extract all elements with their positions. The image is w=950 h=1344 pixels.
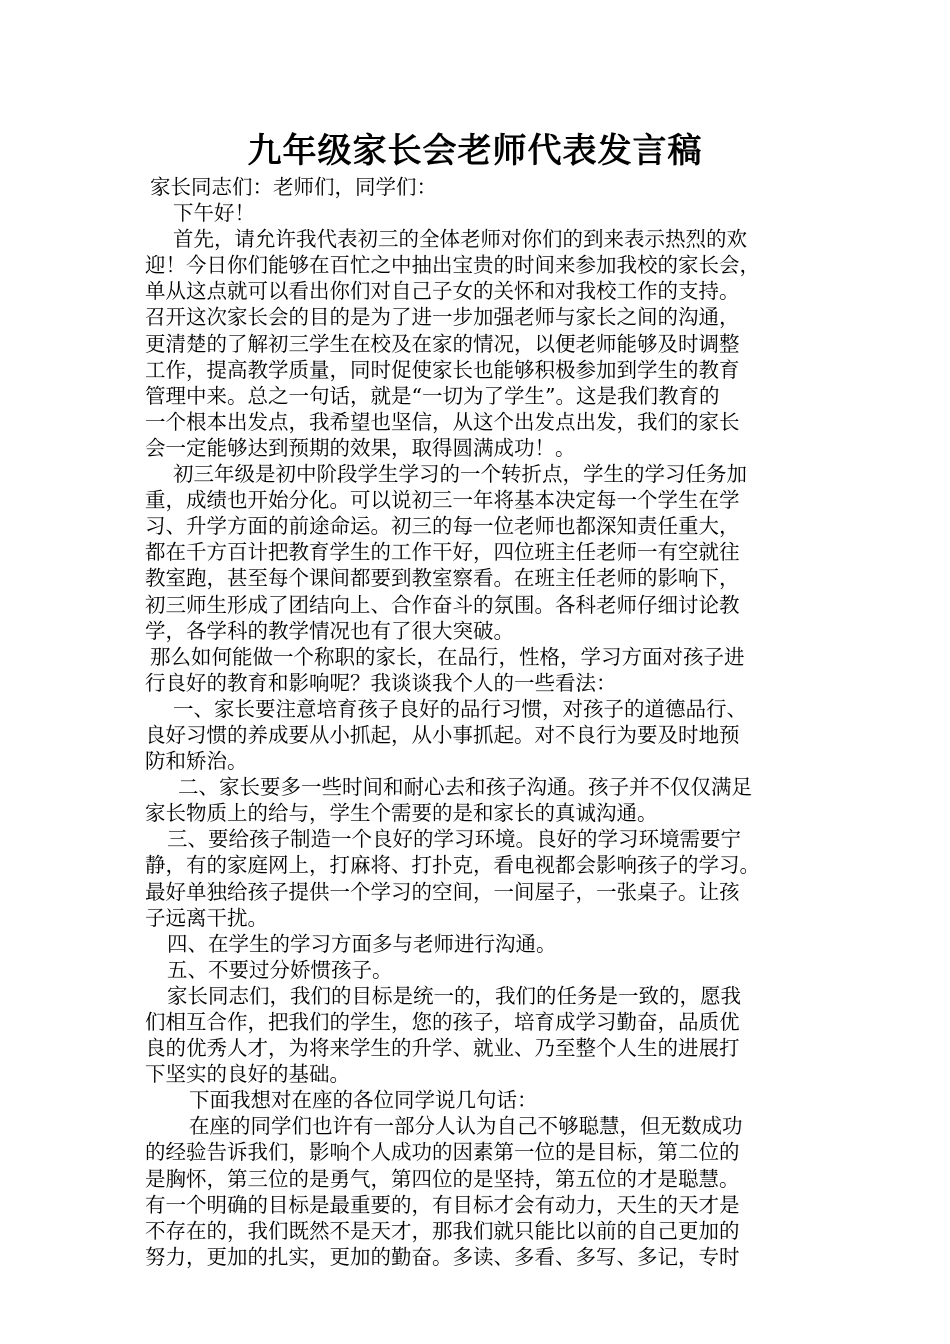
- text-line: 三、要给孩子制造一个良好的学习环境。良好的学习环境需要宁: [167, 827, 741, 852]
- text-line: 防和矫治。: [145, 749, 248, 774]
- text-line: 良好习惯的养成要从小抓起，从小事抓起。对不良行为要及时地预: [145, 722, 740, 747]
- text-line: 单从这点就可以看出你们对自己子女的关怀和对我校工作的支持。: [145, 279, 740, 304]
- text-line: 们相互合作，把我们的学生，您的孩子，培育成学习勤奋，品质优: [145, 1010, 740, 1034]
- text-line: 是胸怀，第三位的是勇气，第四位的是坚持，第五位的才是聪慧。: [145, 1166, 740, 1191]
- text-line: 四、在学生的学习方面多与老师进行沟通。: [167, 931, 557, 956]
- text-line: 初三年级是初中阶段学生学习的一个转折点，学生的学习任务加: [173, 462, 747, 487]
- text-line: 的经验告诉我们，影响个人成功的因素第一位的是目标，第二位的: [145, 1140, 740, 1165]
- text-line: 行良好的教育和影响呢？我谈谈我个人的一些看法：: [145, 670, 617, 695]
- text-line: 首先，请允许我代表初三的全体老师对你们的到来表示热烈的欢: [173, 227, 747, 252]
- text-line: 静，有的家庭网上，打麻将、打扑克，看电视都会影响孩子的学习。: [145, 853, 760, 878]
- text-line: 初三师生形成了团结向上、合作奋斗的氛围。各科老师仔细讨论教: [145, 592, 740, 617]
- text-line: 家长同志们：老师们，同学们：: [150, 175, 437, 199]
- text-line: 子远离干扰。: [145, 905, 268, 930]
- text-line: 工作，提高教学质量，同时促使家长也能够积极参加到学生的教育: [145, 357, 740, 382]
- text-line: 在座的同学们也许有一部分人认为自己不够聪慧，但无数成功: [189, 1114, 743, 1139]
- text-line: 迎！今日你们能够在百忙之中抽出宝贵的时间来参加我校的家长会，: [145, 253, 760, 278]
- text-line: 学，各学科的教学情况也有了很大突破。: [145, 618, 514, 643]
- text-line: 努力，更加的扎实，更加的勤奋。多读、多看、多写、多记，专时: [145, 1244, 740, 1269]
- text-line: 那么如何能做一个称职的家长，在品行，性格，学习方面对孩子进: [150, 644, 745, 669]
- text-line: 一个根本出发点，我希望也坚信，从这个出发点出发，我们的家长: [145, 409, 740, 434]
- text-line: 良的优秀人才，为将来学生的升学、就业、乃至整个人生的进展打: [145, 1036, 740, 1061]
- text-line: 重，成绩也开始分化。可以说初三一年将基本决定每一个学生在学: [145, 488, 740, 513]
- text-line: 二、家长要多一些时间和耐心去和孩子沟通。孩子并不仅仅满足: [178, 775, 752, 800]
- text-line: 不存在的，我们既然不是天才，那我们就只能比以前的自己更加的: [145, 1218, 740, 1243]
- text-line: 家长物质上的给与，学生个需要的是和家长的真诚沟通。: [145, 801, 658, 826]
- text-line: 家长同志们，我们的目标是统一的，我们的任务是一致的，愿我: [167, 983, 741, 1008]
- text-line: 召开这次家长会的目的是为了进一步加强老师与家长之间的沟通，: [145, 305, 740, 330]
- text-line: 会一定能够达到预期的效果，取得圆满成功！。: [145, 435, 576, 460]
- document-body: [145, 174, 807, 1270]
- text-line: 习、升学方面的前途命运。初三的每一位老师也都深知责任重大，: [145, 514, 740, 539]
- text-line: 下午好！: [173, 201, 255, 226]
- text-line: 有一个明确的目标是最重要的，有目标才会有动力，天生的天才是: [145, 1192, 740, 1217]
- text-line: 五、不要过分娇惯孩子。: [167, 957, 393, 982]
- text-line: 都在千方百计把教育学生的工作干好，四位班主任老师一有空就往: [145, 540, 740, 565]
- document-title: 九年级家长会老师代表发言稿: [247, 131, 703, 171]
- text-line: 下面我想对在座的各位同学说几句话：: [189, 1088, 538, 1113]
- text-line: 更清楚的了解初三学生在校及在家的情况，以便老师能够及时调整: [145, 331, 740, 356]
- text-line: 最好单独给孩子提供一个学习的空间，一间屋子，一张桌子。让孩: [145, 879, 740, 904]
- text-line: 教室跑，甚至每个课间都要到教室察看。在班主任老师的影响下，: [145, 566, 740, 591]
- text-line: 一、家长要注意培育孩子良好的品行习惯，对孩子的道德品行、: [173, 696, 747, 721]
- text-line: 管理中来。总之一句话，就是“一切为了学生”。这是我们教育的: [145, 383, 720, 408]
- text-line: 下坚实的良好的基础。: [145, 1062, 350, 1087]
